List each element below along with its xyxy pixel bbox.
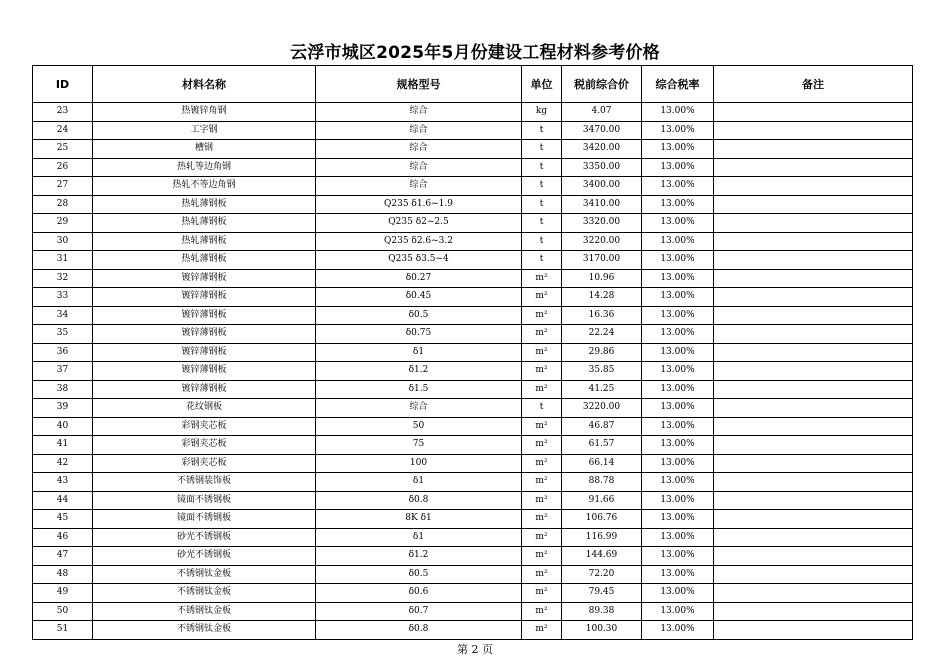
table-row	[33, 547, 913, 566]
cell-unit: t	[522, 214, 562, 233]
cell-id: 48	[33, 565, 93, 584]
table-row	[33, 362, 913, 381]
cell-pretax-price: 22.24	[562, 325, 642, 344]
cell-material-name: 镜面不锈钢板	[93, 510, 316, 529]
table-row	[33, 158, 913, 177]
cell-spec: δ1.5	[316, 380, 522, 399]
cell-remarks	[714, 140, 913, 159]
cell-tax-rate: 13.00%	[642, 565, 714, 584]
cell-pretax-price: 3220.00	[562, 232, 642, 251]
cell-remarks	[714, 269, 913, 288]
cell-remarks	[714, 547, 913, 566]
cell-material-name: 彩钢夹芯板	[93, 436, 316, 455]
cell-material-name: 不锈钢钛金板	[93, 621, 316, 640]
cell-material-name: 工字钢	[93, 121, 316, 140]
cell-material-name: 热轧薄钢板	[93, 214, 316, 233]
cell-remarks	[714, 565, 913, 584]
cell-spec: δ1.2	[316, 362, 522, 381]
cell-tax-rate: 13.00%	[642, 417, 714, 436]
cell-unit: m²	[522, 362, 562, 381]
cell-id: 39	[33, 399, 93, 418]
cell-tax-rate: 13.00%	[642, 306, 714, 325]
cell-material-name: 砂光不锈钢板	[93, 528, 316, 547]
cell-spec: δ1	[316, 473, 522, 492]
cell-pretax-price: 4.07	[562, 103, 642, 122]
cell-id: 25	[33, 140, 93, 159]
cell-pretax-price: 3220.00	[562, 399, 642, 418]
cell-spec: δ0.5	[316, 565, 522, 584]
cell-remarks	[714, 417, 913, 436]
table-row	[33, 491, 913, 510]
cell-pretax-price: 3320.00	[562, 214, 642, 233]
cell-remarks	[714, 362, 913, 381]
table-row	[33, 473, 913, 492]
table-row	[33, 602, 913, 621]
cell-material-name: 热轧薄钢板	[93, 232, 316, 251]
cell-unit: t	[522, 140, 562, 159]
cell-unit: t	[522, 195, 562, 214]
table-row	[33, 121, 913, 140]
cell-remarks	[714, 491, 913, 510]
cell-material-name: 镜面不锈钢板	[93, 491, 316, 510]
cell-spec: 75	[316, 436, 522, 455]
cell-tax-rate: 13.00%	[642, 251, 714, 270]
cell-unit: m²	[522, 473, 562, 492]
cell-material-name: 镀锌薄钢板	[93, 288, 316, 307]
cell-spec: 50	[316, 417, 522, 436]
cell-pretax-price: 72.20	[562, 565, 642, 584]
cell-id: 41	[33, 436, 93, 455]
cell-spec: 综合	[316, 140, 522, 159]
cell-tax-rate: 13.00%	[642, 103, 714, 122]
cell-unit: m²	[522, 491, 562, 510]
cell-unit: m²	[522, 565, 562, 584]
cell-tax-rate: 13.00%	[642, 269, 714, 288]
cell-remarks	[714, 380, 913, 399]
cell-tax-rate: 13.00%	[642, 436, 714, 455]
cell-id: 47	[33, 547, 93, 566]
cell-pretax-price: 61.57	[562, 436, 642, 455]
cell-id: 35	[33, 325, 93, 344]
table-row	[33, 288, 913, 307]
cell-material-name: 热轧不等边角钢	[93, 177, 316, 196]
cell-id: 32	[33, 269, 93, 288]
cell-spec: 综合	[316, 399, 522, 418]
cell-pretax-price: 3470.00	[562, 121, 642, 140]
cell-material-name: 花纹钢板	[93, 399, 316, 418]
cell-unit: m²	[522, 621, 562, 640]
cell-tax-rate: 13.00%	[642, 177, 714, 196]
cell-remarks	[714, 288, 913, 307]
cell-id: 24	[33, 121, 93, 140]
cell-material-name: 不锈钢装饰板	[93, 473, 316, 492]
cell-material-name: 不锈钢钛金板	[93, 584, 316, 603]
cell-remarks	[714, 454, 913, 473]
cell-spec: 综合	[316, 121, 522, 140]
cell-spec: δ0.45	[316, 288, 522, 307]
cell-remarks	[714, 158, 913, 177]
cell-unit: t	[522, 158, 562, 177]
cell-tax-rate: 13.00%	[642, 343, 714, 362]
cell-id: 44	[33, 491, 93, 510]
cell-pretax-price: 116.99	[562, 528, 642, 547]
cell-material-name: 热轧等边角钢	[93, 158, 316, 177]
cell-unit: t	[522, 232, 562, 251]
cell-pretax-price: 79.45	[562, 584, 642, 603]
cell-pretax-price: 14.28	[562, 288, 642, 307]
table-row	[33, 251, 913, 270]
cell-remarks	[714, 584, 913, 603]
cell-id: 46	[33, 528, 93, 547]
table-row	[33, 177, 913, 196]
cell-pretax-price: 106.76	[562, 510, 642, 529]
cell-remarks	[714, 528, 913, 547]
table-row	[33, 103, 913, 122]
cell-spec: Q235 δ3.5~4	[316, 251, 522, 270]
cell-pretax-price: 3350.00	[562, 158, 642, 177]
cell-unit: m²	[522, 584, 562, 603]
cell-unit: m²	[522, 547, 562, 566]
cell-material-name: 不锈钢钛金板	[93, 602, 316, 621]
cell-material-name: 镀锌薄钢板	[93, 362, 316, 381]
cell-unit: t	[522, 251, 562, 270]
cell-spec: δ0.5	[316, 306, 522, 325]
cell-pretax-price: 3400.00	[562, 177, 642, 196]
cell-material-name: 槽钢	[93, 140, 316, 159]
cell-tax-rate: 13.00%	[642, 473, 714, 492]
column-header-spec: 规格型号	[316, 66, 522, 103]
cell-id: 26	[33, 158, 93, 177]
cell-unit: m²	[522, 602, 562, 621]
cell-remarks	[714, 214, 913, 233]
cell-remarks	[714, 343, 913, 362]
cell-tax-rate: 13.00%	[642, 158, 714, 177]
cell-tax-rate: 13.00%	[642, 121, 714, 140]
cell-material-name: 镀锌薄钢板	[93, 325, 316, 344]
table-row	[33, 510, 913, 529]
table-row	[33, 140, 913, 159]
cell-unit: m²	[522, 380, 562, 399]
column-header-remarks: 备注	[714, 66, 913, 103]
cell-unit: m²	[522, 306, 562, 325]
cell-material-name: 热轧薄钢板	[93, 251, 316, 270]
cell-spec: 综合	[316, 103, 522, 122]
cell-tax-rate: 13.00%	[642, 380, 714, 399]
table-row	[33, 214, 913, 233]
cell-pretax-price: 35.85	[562, 362, 642, 381]
cell-spec: Q235 δ2.6~3.2	[316, 232, 522, 251]
cell-id: 45	[33, 510, 93, 529]
cell-pretax-price: 46.87	[562, 417, 642, 436]
cell-unit: m²	[522, 528, 562, 547]
cell-remarks	[714, 399, 913, 418]
cell-material-name: 不锈钢钛金板	[93, 565, 316, 584]
cell-remarks	[714, 177, 913, 196]
column-header-id: ID	[33, 66, 93, 103]
cell-material-name: 镀锌薄钢板	[93, 269, 316, 288]
cell-id: 37	[33, 362, 93, 381]
cell-pretax-price: 16.36	[562, 306, 642, 325]
cell-id: 34	[33, 306, 93, 325]
cell-id: 27	[33, 177, 93, 196]
table-row	[33, 306, 913, 325]
cell-id: 38	[33, 380, 93, 399]
cell-unit: m²	[522, 269, 562, 288]
cell-remarks	[714, 232, 913, 251]
cell-spec: Q235 δ1.6~1.9	[316, 195, 522, 214]
cell-unit: m²	[522, 288, 562, 307]
cell-tax-rate: 13.00%	[642, 528, 714, 547]
cell-material-name: 镀锌薄钢板	[93, 343, 316, 362]
cell-tax-rate: 13.00%	[642, 288, 714, 307]
cell-id: 23	[33, 103, 93, 122]
cell-unit: m²	[522, 454, 562, 473]
cell-spec: 8K δ1	[316, 510, 522, 529]
cell-remarks	[714, 103, 913, 122]
cell-material-name: 热镀锌角钢	[93, 103, 316, 122]
cell-material-name: 砂光不锈钢板	[93, 547, 316, 566]
cell-unit: m²	[522, 510, 562, 529]
cell-unit: m²	[522, 325, 562, 344]
cell-spec: δ1.2	[316, 547, 522, 566]
cell-material-name: 彩钢夹芯板	[93, 454, 316, 473]
cell-id: 43	[33, 473, 93, 492]
cell-tax-rate: 13.00%	[642, 510, 714, 529]
cell-tax-rate: 13.00%	[642, 214, 714, 233]
cell-pretax-price: 89.38	[562, 602, 642, 621]
cell-id: 49	[33, 584, 93, 603]
cell-material-name: 镀锌薄钢板	[93, 306, 316, 325]
cell-remarks	[714, 621, 913, 640]
column-header-tax-rate: 综合税率	[642, 66, 714, 103]
cell-pretax-price: 144.69	[562, 547, 642, 566]
cell-spec: 综合	[316, 158, 522, 177]
cell-id: 36	[33, 343, 93, 362]
cell-id: 51	[33, 621, 93, 640]
cell-id: 28	[33, 195, 93, 214]
cell-unit: m²	[522, 417, 562, 436]
cell-spec: δ0.27	[316, 269, 522, 288]
cell-pretax-price: 41.25	[562, 380, 642, 399]
cell-tax-rate: 13.00%	[642, 454, 714, 473]
cell-tax-rate: 13.00%	[642, 140, 714, 159]
cell-id: 33	[33, 288, 93, 307]
cell-pretax-price: 10.96	[562, 269, 642, 288]
table-row	[33, 325, 913, 344]
cell-id: 30	[33, 232, 93, 251]
column-header-pretax-price: 税前综合价	[562, 66, 642, 103]
table-row	[33, 621, 913, 640]
table-row	[33, 269, 913, 288]
cell-material-name: 热轧薄钢板	[93, 195, 316, 214]
cell-material-name: 彩钢夹芯板	[93, 417, 316, 436]
cell-spec: δ0.7	[316, 602, 522, 621]
cell-spec: 综合	[316, 177, 522, 196]
cell-pretax-price: 88.78	[562, 473, 642, 492]
cell-spec: δ0.8	[316, 491, 522, 510]
price-table	[32, 65, 913, 640]
cell-tax-rate: 13.00%	[642, 195, 714, 214]
cell-spec: δ0.8	[316, 621, 522, 640]
cell-pretax-price: 66.14	[562, 454, 642, 473]
cell-tax-rate: 13.00%	[642, 362, 714, 381]
cell-spec: δ0.6	[316, 584, 522, 603]
cell-unit: t	[522, 399, 562, 418]
cell-unit: kg	[522, 103, 562, 122]
cell-remarks	[714, 121, 913, 140]
cell-tax-rate: 13.00%	[642, 399, 714, 418]
cell-tax-rate: 13.00%	[642, 547, 714, 566]
cell-remarks	[714, 473, 913, 492]
table-row	[33, 399, 913, 418]
cell-spec: 100	[316, 454, 522, 473]
cell-unit: t	[522, 177, 562, 196]
table-row	[33, 454, 913, 473]
cell-unit: m²	[522, 343, 562, 362]
cell-unit: t	[522, 121, 562, 140]
table-row	[33, 565, 913, 584]
cell-id: 31	[33, 251, 93, 270]
cell-tax-rate: 13.00%	[642, 325, 714, 344]
table-row	[33, 528, 913, 547]
cell-spec: δ1	[316, 528, 522, 547]
cell-tax-rate: 13.00%	[642, 602, 714, 621]
table-row	[33, 436, 913, 455]
column-header-material-name: 材料名称	[93, 66, 316, 103]
cell-tax-rate: 13.00%	[642, 491, 714, 510]
cell-remarks	[714, 510, 913, 529]
cell-material-name: 镀锌薄钢板	[93, 380, 316, 399]
cell-tax-rate: 13.00%	[642, 584, 714, 603]
cell-tax-rate: 13.00%	[642, 232, 714, 251]
cell-remarks	[714, 251, 913, 270]
cell-pretax-price: 29.86	[562, 343, 642, 362]
cell-pretax-price: 3420.00	[562, 140, 642, 159]
table-row	[33, 343, 913, 362]
table-row	[33, 195, 913, 214]
cell-spec: δ1	[316, 343, 522, 362]
cell-id: 50	[33, 602, 93, 621]
page-title: 云浮市城区2025年5月份建设工程材料参考价格	[290, 43, 660, 63]
cell-id: 42	[33, 454, 93, 473]
table-row	[33, 417, 913, 436]
cell-remarks	[714, 436, 913, 455]
page-number: 第 2 页	[457, 643, 493, 656]
table-row	[33, 232, 913, 251]
cell-pretax-price: 100.30	[562, 621, 642, 640]
table-row	[33, 584, 913, 603]
cell-pretax-price: 3410.00	[562, 195, 642, 214]
cell-remarks	[714, 325, 913, 344]
column-header-unit: 单位	[522, 66, 562, 103]
cell-tax-rate: 13.00%	[642, 621, 714, 640]
header-row	[33, 66, 913, 103]
cell-id: 29	[33, 214, 93, 233]
cell-unit: m²	[522, 436, 562, 455]
cell-remarks	[714, 602, 913, 621]
cell-pretax-price: 3170.00	[562, 251, 642, 270]
cell-id: 40	[33, 417, 93, 436]
cell-remarks	[714, 306, 913, 325]
table-row	[33, 380, 913, 399]
cell-pretax-price: 91.66	[562, 491, 642, 510]
cell-remarks	[714, 195, 913, 214]
cell-spec: Q235 δ2~2.5	[316, 214, 522, 233]
cell-spec: δ0.75	[316, 325, 522, 344]
